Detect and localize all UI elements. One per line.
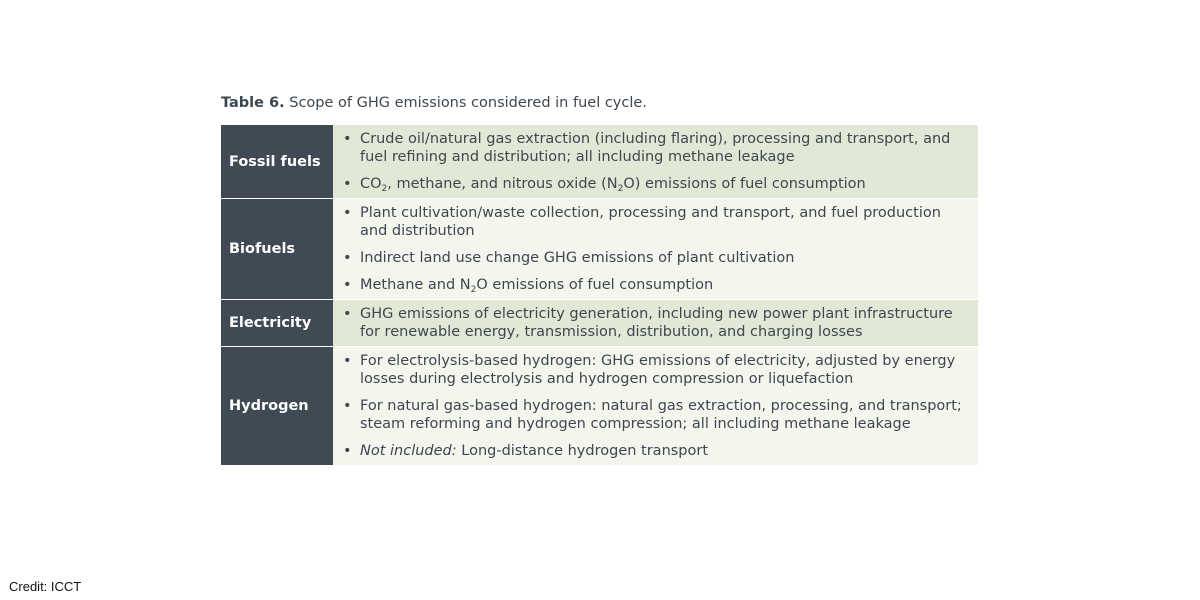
row-header-biofuels: Biofuels: [221, 199, 333, 299]
bullet-icon: •: [343, 306, 352, 322]
row-content-hydrogen: [333, 347, 978, 465]
list-item-text-part: Methane and N: [360, 277, 471, 293]
credit-text: Credit: ICCT: [9, 579, 82, 594]
table-row-electricity: [221, 300, 978, 347]
list-item: [341, 130, 964, 166]
subscript: 2: [617, 184, 624, 194]
table-caption-text: Scope of GHG emissions considered in fuel cycle.: [284, 95, 647, 111]
list-item-text: Long-distance hydrogen transport: [456, 443, 709, 459]
bullet-list: [341, 130, 964, 193]
subscript: 2: [470, 285, 477, 295]
emissions-scope-table: [221, 125, 978, 465]
list-item: [341, 442, 964, 460]
table-row-fossil-fuels: [221, 125, 978, 199]
list-item: [341, 249, 964, 267]
list-item-text-part: , methane, and nitrous oxide (N: [387, 176, 618, 192]
list-item-text: Crude oil/natural gas extraction (including flaring), processing and transport, and fuel refining and distribution; all including methane leakage: [360, 131, 951, 165]
list-item-text: GHG emissions of electricity generation, including new power plant infrastructure for renewable energy, transmission, distribution, and charging losses: [360, 306, 953, 340]
row-header-fossil-fuels: Fossil fuels: [221, 125, 333, 198]
bullet-icon: •: [343, 398, 352, 414]
table-caption: [221, 95, 647, 111]
row-header-hydrogen: Hydrogen: [221, 347, 333, 465]
row-header-electricity: Electricity: [221, 300, 333, 346]
bullet-icon: •: [343, 131, 352, 147]
list-item-text-part: CO: [360, 176, 382, 192]
row-content-biofuels: [333, 199, 978, 299]
list-item-text: For electrolysis-based hydrogen: GHG emissions of electricity, adjusted by energy losses during electrolysis and hydrogen compression or liquefaction: [360, 353, 956, 387]
list-item-text: For natural gas-based hydrogen: natural gas extraction, processing, and transport; steam reforming and hydrogen compression; all including methane leakage: [360, 398, 962, 432]
list-item: [341, 352, 964, 388]
list-item-text: Indirect land use change GHG emissions of plant cultivation: [360, 250, 795, 266]
bullet-icon: •: [343, 277, 352, 293]
list-item: [341, 204, 964, 240]
bullet-list: [341, 352, 964, 460]
bullet-icon: •: [343, 205, 352, 221]
bullet-list: [341, 305, 964, 341]
list-item-italic-text: Not included:: [360, 443, 457, 459]
bullet-icon: •: [343, 176, 352, 192]
list-item: [341, 276, 964, 294]
list-item: [341, 397, 964, 433]
list-item: [341, 305, 964, 341]
row-content-fossil-fuels: [333, 125, 978, 198]
bullet-icon: •: [343, 443, 352, 459]
list-item-text: Plant cultivation/waste collection, processing and transport, and fuel production and distribution: [360, 205, 941, 239]
list-item-text-part: O) emissions of fuel consumption: [623, 176, 866, 192]
row-content-electricity: [333, 300, 978, 346]
table-row-biofuels: [221, 199, 978, 300]
table-row-hydrogen: [221, 347, 978, 465]
bullet-list: [341, 204, 964, 294]
list-item: [341, 175, 964, 193]
bullet-icon: •: [343, 353, 352, 369]
table-caption-label: Table 6.: [221, 95, 285, 111]
bullet-icon: •: [343, 250, 352, 266]
subscript: 2: [381, 184, 388, 194]
list-item-text-part: O emissions of fuel consumption: [476, 277, 714, 293]
